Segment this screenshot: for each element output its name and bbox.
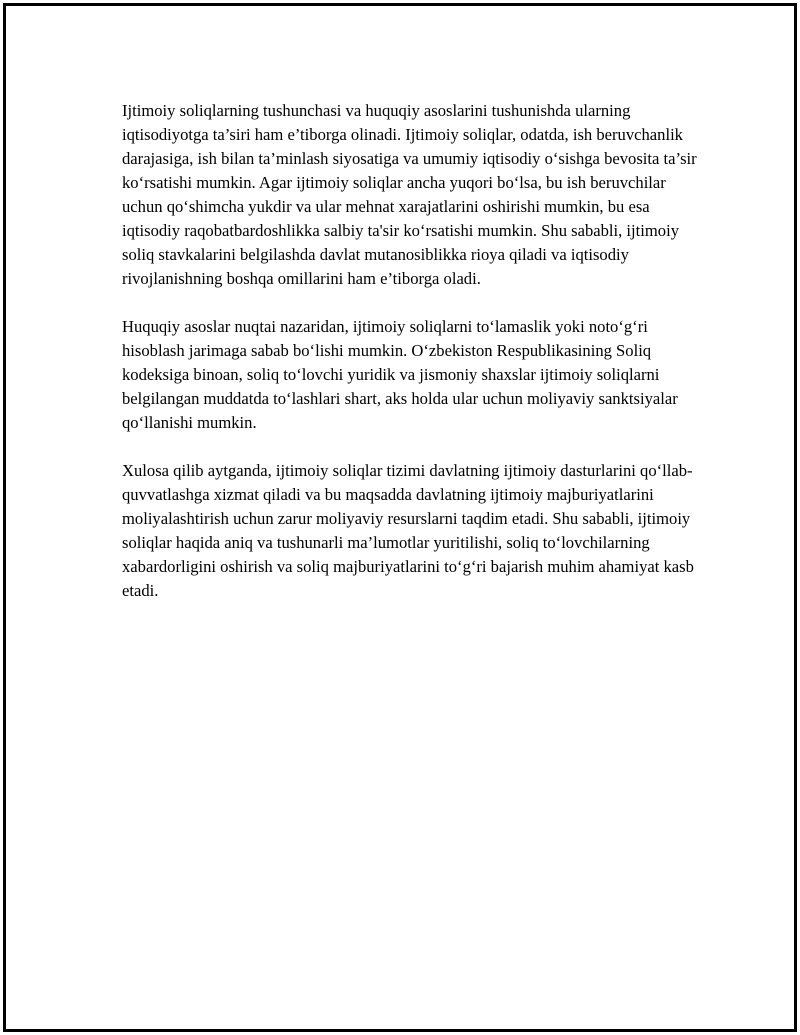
paragraph-2: Huquqiy asoslar nuqtai nazaridan, ijtimoiy soliqlarni to‘lamaslik yoki noto‘g‘ri hisoblash jarimaga sabab bo‘lishi mumkin. O‘zbekiston Respublikasining Soliq kodeksiga binoan, soliq to‘lovchi yuridik va jismoniy shaxslar ijtimoiy soliqlarni belgilangan muddatda to‘lashlari shart, aks holda ular uchun moliyaviy sanktsiyalar qo‘llanishi mumkin.: [122, 317, 678, 432]
paragraph-1: Ijtimoiy soliqlarning tushunchasi va huquqiy asoslarini tushunishda ularning iqtisodiyotga ta’siri ham e’tiborga olinadi. Ijtimoiy soliqlar, odatda, ish beruvchanlik darajasiga, ish bilan ta’minlash siyosatiga va umumiy iqtisodiy o‘sishga bevosita ta’sir ko‘rsatishi mumkin. Agar ijtimoiy soliqlar ancha yuqori bo‘lsa, bu ish beruvchilar uchun qo‘shimcha yukdir va ular mehnat xarajatlarini oshirishi mumkin, bu esa iqtisodiy raqobatbardoshlikka salbiy ta'sir ko‘rsatishi mumkin. Shu sababli, ijtimoiy soliq stavkalarini belgilashda davlat mutanosiblikka rioya qiladi va iqtisodiy rivojlanishning boshqa omillarini ham e’tiborga oladi.: [122, 101, 697, 288]
page-frame: [3, 3, 797, 1032]
paragraph-3: Xulosa qilib aytganda, ijtimoiy soliqlar tizimi davlatning ijtimoiy dasturlarini qo‘llab-quvvatlashga xizmat qiladi va bu maqsadda davlatning ijtimoiy majburiyatlarini moliyalashtirish uchun zarur moliyaviy resurslarni taqdim etadi. Shu sababli, ijtimoiy soliqlar haqida aniq va tushunarli ma’lumotlar yuritilishi, soliq to‘lovchilarning xabardorligini oshirish va soliq majburiyatlarini to‘g‘ri bajarish muhim ahamiyat kasb etadi.: [122, 461, 694, 600]
document-body: [122, 99, 702, 627]
